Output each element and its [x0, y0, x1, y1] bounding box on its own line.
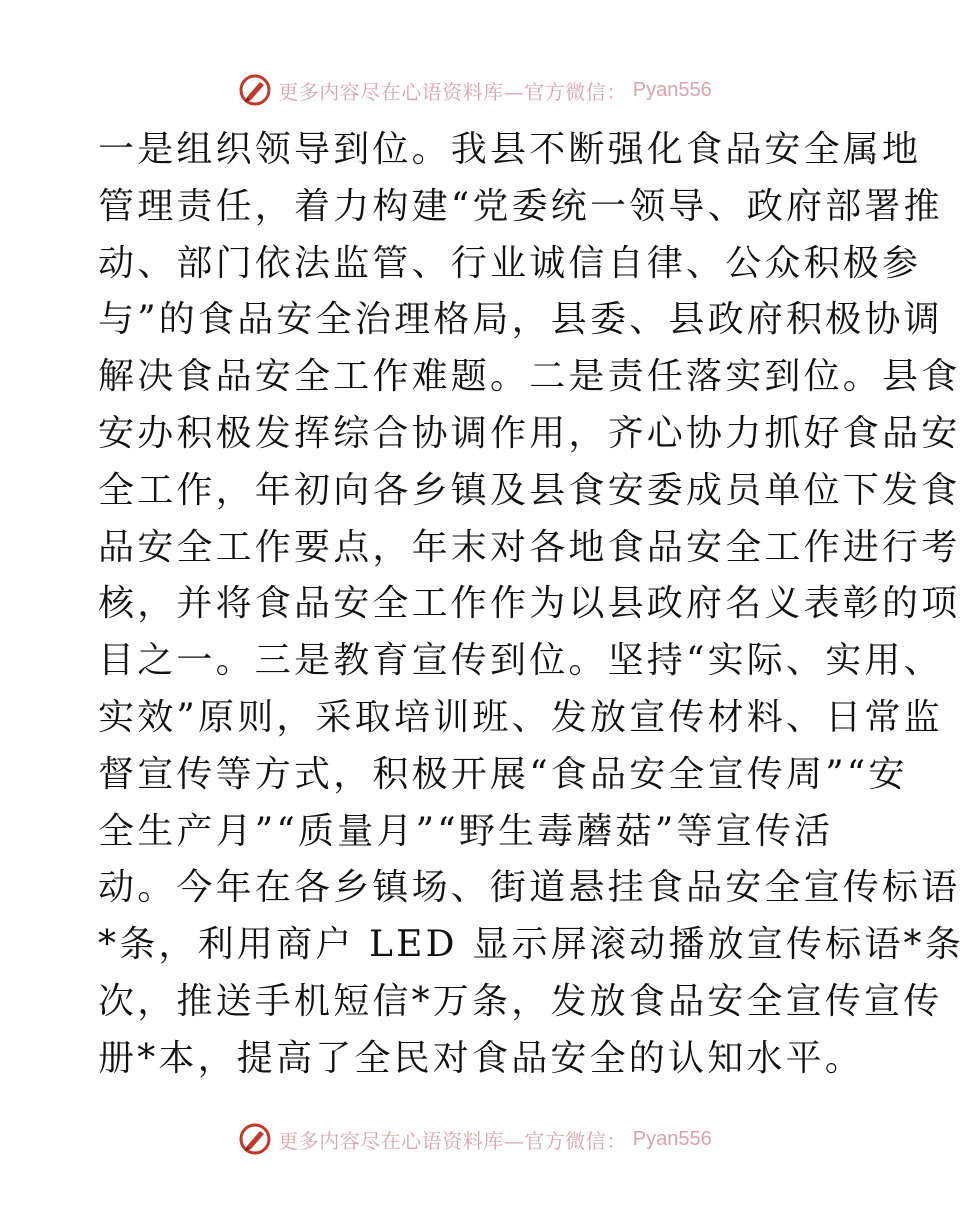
- pen-logo-icon: [238, 1122, 272, 1156]
- body-line: 管理责任，着力构建“党委统一领导、政府部署推: [98, 185, 943, 227]
- watermark-wechat-id: Pyan556: [632, 1127, 712, 1150]
- body-line: 目之一。三是教育宣传到位。坚持“实际、实用、: [98, 640, 943, 682]
- body-line: 动。今年在各乡镇场、街道悬挂食品安全宣传标语: [98, 867, 961, 909]
- body-line: 次，推送手机短信*万条，发放食品安全宣传宣传: [98, 980, 943, 1022]
- body-line: 一是组织领导到位。我县不断强化食品安全属地: [98, 129, 922, 170]
- watermark-text: 更多内容尽在心语资料库—官方微信：: [278, 1128, 627, 1153]
- body-line: 安办积极发挥综合协调作用，齐心协力抓好食品安: [98, 412, 961, 454]
- body-line: 实效”原则，采取培训班、发放宣传材料、日常监: [98, 696, 943, 738]
- body-line: 全生产月”“质量月”“野生毒蘑菇”等宣传活: [98, 810, 834, 852]
- pen-logo-icon: [238, 73, 272, 107]
- body-line: 全工作，年初向各乡镇及县食安委成员单位下发食: [98, 469, 961, 511]
- body-line: 与”的食品安全治理格局，县委、县政府积极协调: [98, 299, 943, 341]
- body-line: 动、部门依法监管、行业诚信自律、公众积极参: [98, 242, 922, 284]
- watermark-wechat-id: Pyan556: [632, 78, 712, 101]
- body-line: *条，利用商户 LED 显示屏滚动播放宣传标语*条: [98, 924, 964, 966]
- body-line: 品安全工作要点，年末对各地食品安全工作进行考: [98, 526, 961, 568]
- header-watermark: [0, 70, 950, 110]
- body-line: 督宣传等方式，积极开展“食品安全宣传周”“安: [98, 753, 908, 795]
- document-body: [98, 122, 964, 1088]
- footer-watermark: [0, 1119, 950, 1159]
- body-line: 核，并将食品安全工作作为以县政府名义表彰的项: [98, 583, 961, 625]
- body-line: 册*本，提高了全民对食品安全的认知水平。: [98, 1037, 865, 1079]
- watermark-text: 更多内容尽在心语资料库—官方微信：: [278, 79, 627, 104]
- body-line: 解决食品安全工作难题。二是责任落实到位。县食: [98, 356, 961, 398]
